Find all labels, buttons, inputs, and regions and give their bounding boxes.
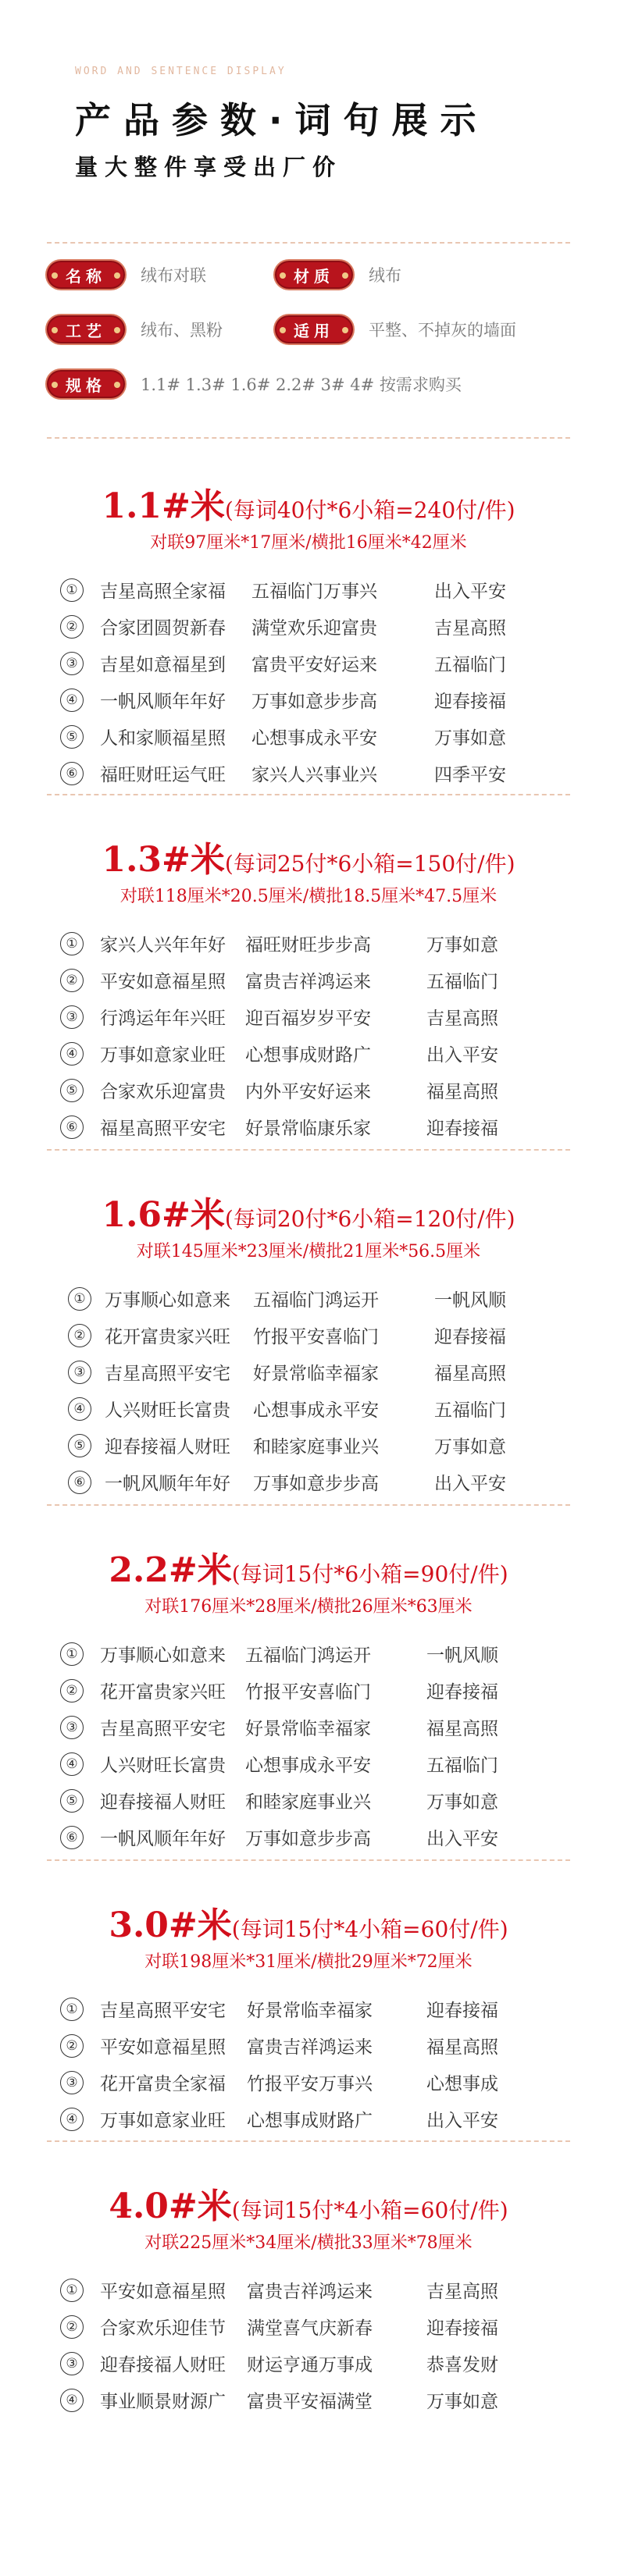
couplet-row [0,1784,617,1821]
row-number: ④ [68,1397,91,1421]
couplet-row [0,2103,617,2140]
row-number: ② [60,2315,84,2339]
row-number: ⑤ [60,725,84,749]
couplet-row [0,1393,617,1429]
horizontal-scroll: 四季平安 [434,765,506,785]
horizontal-scroll: 福星高照 [426,1719,498,1739]
lower-line: 和睦家庭事业兴 [253,1437,379,1457]
size-section [0,831,617,1147]
section-title [0,1187,617,1236]
row-number: ② [60,2034,84,2058]
param-use-value: 平整、不掉灰的墙面 [369,321,516,340]
param-name-tag: 名称 [45,259,127,290]
divider [47,1859,570,1861]
couplet-list [0,1638,617,1858]
divider [47,437,570,439]
lower-line: 五福临门鸿运开 [253,1290,379,1311]
upper-line: 合家欢乐迎富贵 [100,1082,226,1102]
param-craft-tag: 工艺 [45,314,127,345]
row-number: ① [60,1998,84,2021]
lower-line: 心想事成财路广 [247,2111,373,2131]
horizontal-scroll: 吉星高照 [426,2282,498,2302]
lower-line: 富贵平安好运来 [251,655,377,675]
lower-line: 好景常临幸福家 [245,1719,371,1739]
section-pack: (每词25付*6小箱=150付/件) [224,851,515,877]
header-kicker: WORD AND SENTENCE DISPLAY [75,66,287,77]
upper-line: 万事顺心如意来 [100,1646,226,1666]
row-number: ④ [60,2108,84,2131]
row-number: ② [60,615,84,639]
row-number: ① [60,1642,84,1666]
horizontal-scroll: 五福临门 [434,655,506,675]
param-use [273,314,516,345]
horizontal-scroll: 一帆风顺 [434,1290,506,1311]
couplet-row [0,1638,617,1674]
row-number: ③ [60,2071,84,2094]
upper-line: 迎春接福人财旺 [105,1437,230,1457]
param-material [273,259,401,290]
param-spec [45,368,462,400]
size-section [0,1897,617,2140]
param-name [45,259,206,290]
upper-line: 花开富贵家兴旺 [100,1682,226,1703]
horizontal-scroll: 恭喜发财 [426,2355,498,2375]
lower-line: 万事如意步步高 [253,1474,379,1494]
upper-line: 一帆风顺年年好 [100,692,226,712]
couplet-list [0,2274,617,2421]
lower-line: 富贵平安福满堂 [247,2392,373,2412]
section-title [0,478,617,528]
horizontal-scroll: 出入平安 [434,1474,506,1494]
lower-line: 竹报平安万事兴 [247,2074,373,2094]
couplet-list [0,1993,617,2140]
upper-line: 万事如意家业旺 [100,2111,226,2131]
couplet-row [0,1821,617,1858]
lower-line: 财运亨通万事成 [247,2355,373,2375]
row-number: ⑥ [60,1115,84,1139]
horizontal-scroll: 万事如意 [426,935,498,955]
couplet-row [0,647,617,684]
param-spec-value: 1.1# 1.3# 1.6# 2.2# 3# 4# 按需求购买 [141,375,462,394]
section-pack: (每词20付*6小箱=120付/件) [224,1206,515,1232]
horizontal-scroll: 迎春接福 [426,2318,498,2339]
size-section [0,478,617,794]
size-section [0,2178,617,2421]
upper-line: 迎春接福人财旺 [100,1792,226,1813]
couplet-list [0,574,617,794]
horizontal-scroll: 心想事成 [426,2074,498,2094]
horizontal-scroll: 迎春接福 [434,692,506,712]
row-number: ③ [68,1361,91,1384]
page-title: 产品参数·词句展示 [75,99,489,141]
row-number: ⑤ [60,1079,84,1102]
lower-line: 满堂欢乐迎富贵 [251,618,377,639]
row-number: ③ [60,1716,84,1739]
section-dimensions: 对联97厘米*17厘米/横批16厘米*42厘米 [150,533,467,553]
divider [47,1504,570,1506]
couplet-row [0,1001,617,1037]
upper-line: 平安如意福星照 [100,2282,226,2302]
upper-line: 行鸿运年年兴旺 [100,1009,226,1029]
lower-line: 心想事成永平安 [251,728,377,749]
horizontal-scroll: 出入平安 [426,1829,498,1849]
couplet-row [0,1429,617,1466]
upper-line: 人和家顺福星照 [100,728,226,749]
row-number: ⑤ [60,1789,84,1813]
section-size: 3.0#米 [109,1905,232,1945]
upper-line: 一帆风顺年年好 [100,1829,226,1849]
upper-line: 家兴人兴年年好 [100,935,226,955]
page-subtitle: 量大整件享受出厂价 [75,154,343,180]
row-number: ② [60,969,84,992]
lower-line: 富贵吉祥鸿运来 [245,972,371,992]
divider [47,1149,570,1151]
param-spec-tag: 规格 [45,368,127,400]
param-row [45,368,576,423]
section-size: 4.0#米 [109,2186,232,2226]
row-number: ③ [60,1005,84,1029]
couplet-row [0,574,617,610]
param-craft [45,314,223,345]
lower-line: 内外平安好运来 [245,1082,371,1102]
couplet-row [0,1674,617,1711]
couplet-row [0,2274,617,2311]
lower-line: 富贵吉祥鸿运来 [247,2037,373,2058]
lower-line: 万事如意步步高 [245,1829,371,1849]
horizontal-scroll: 迎春接福 [426,1682,498,1703]
couplet-row [0,2066,617,2103]
row-number: ⑥ [60,1826,84,1849]
couplet-row [0,1748,617,1784]
row-number: ④ [60,688,84,712]
couplet-row [0,720,617,757]
couplet-row [0,1111,617,1147]
divider [47,794,570,795]
couplet-row [0,964,617,1001]
couplet-row [0,1466,617,1503]
upper-line: 福旺财旺运气旺 [100,765,226,785]
lower-line: 心想事成永平安 [245,1756,371,1776]
horizontal-scroll: 出入平安 [426,2111,498,2131]
lower-line: 五福临门万事兴 [251,582,377,602]
horizontal-scroll: 出入平安 [426,1045,498,1066]
row-number: ④ [60,2389,84,2412]
param-row [45,259,576,314]
horizontal-scroll: 迎春接福 [426,2001,498,2021]
size-section [0,1187,617,1503]
row-number: ⑤ [68,1434,91,1457]
couplet-list [0,927,617,1147]
couplet-row [0,2347,617,2384]
couplet-list [0,1283,617,1503]
section-size: 1.6#米 [102,1195,225,1235]
lower-line: 竹报平安喜临门 [253,1327,379,1347]
param-craft-value: 绒布、黑粉 [141,321,223,340]
upper-line: 万事顺心如意来 [105,1290,230,1311]
upper-line: 合家欢乐迎佳节 [100,2318,226,2339]
upper-line: 吉星高照平安宅 [100,2001,226,2021]
couplet-row [0,1319,617,1356]
horizontal-scroll: 福星高照 [434,1364,506,1384]
horizontal-scroll: 吉星高照 [434,618,506,639]
section-pack: (每词40付*6小箱=240付/件) [224,497,515,523]
upper-line: 福星高照平安宅 [100,1119,226,1139]
lower-line: 迎百福岁岁平安 [245,1009,371,1029]
section-pack: (每词15付*6小箱=90付/件) [231,1561,508,1587]
section-title [0,1897,617,1947]
lower-line: 竹报平安喜临门 [245,1682,371,1703]
horizontal-scroll: 万事如意 [434,1437,506,1457]
horizontal-scroll: 迎春接福 [434,1327,506,1347]
horizontal-scroll: 五福临门 [434,1400,506,1421]
lower-line: 家兴人兴事业兴 [251,765,377,785]
couplet-row [0,927,617,964]
lower-line: 万事如意步步高 [251,692,377,712]
param-material-tag: 材质 [273,259,355,290]
section-dimensions: 对联145厘米*23厘米/横批21厘米*56.5厘米 [136,1242,481,1261]
upper-line: 迎春接福人财旺 [100,2355,226,2375]
upper-line: 人兴财旺长富贵 [105,1400,230,1421]
param-table [45,259,576,423]
param-row [45,314,576,368]
upper-line: 吉星高照全家福 [100,582,226,602]
section-pack: (每词15付*4小箱=60付/件) [231,1916,508,1942]
upper-line: 花开富贵全家福 [100,2074,226,2094]
section-pack: (每词15付*4小箱=60付/件) [231,2197,508,2223]
upper-line: 平安如意福星照 [100,972,226,992]
horizontal-scroll: 一帆风顺 [426,1646,498,1666]
lower-line: 好景常临康乐家 [245,1119,371,1139]
row-number: ① [68,1287,91,1311]
upper-line: 吉星如意福星到 [100,655,226,675]
horizontal-scroll: 万事如意 [434,728,506,749]
section-dimensions: 对联176厘米*28厘米/横批26厘米*63厘米 [144,1597,473,1617]
param-material-value: 绒布 [369,266,401,285]
couplet-row [0,1711,617,1748]
horizontal-scroll: 吉星高照 [426,1009,498,1029]
couplet-row [0,2030,617,2066]
horizontal-scroll: 福星高照 [426,2037,498,2058]
row-number: ② [68,1324,91,1347]
divider [47,2140,570,2142]
horizontal-scroll: 迎春接福 [426,1119,498,1139]
lower-line: 和睦家庭事业兴 [245,1792,371,1813]
row-number: ④ [60,1042,84,1066]
row-number: ③ [60,652,84,675]
section-dimensions: 对联118厘米*20.5厘米/横批18.5厘米*47.5厘米 [119,887,498,906]
param-use-tag: 适用 [273,314,355,345]
section-title [0,831,617,881]
upper-line: 一帆风顺年年好 [105,1474,230,1494]
couplet-row [0,2311,617,2347]
horizontal-scroll: 万事如意 [426,1792,498,1813]
upper-line: 万事如意家业旺 [100,1045,226,1066]
couplet-row [0,684,617,720]
lower-line: 心想事成财路广 [245,1045,371,1066]
section-size: 1.1#米 [102,486,225,526]
couplet-row [0,2384,617,2421]
section-title [0,2178,617,2228]
couplet-row [0,757,617,794]
row-number: ④ [60,1752,84,1776]
couplet-row [0,1356,617,1393]
param-name-value: 绒布对联 [141,266,206,285]
horizontal-scroll: 万事如意 [426,2392,498,2412]
lower-line: 满堂喜气庆新春 [247,2318,373,2339]
header [0,0,617,219]
section-size: 1.3#米 [102,840,225,880]
upper-line: 吉星高照平安宅 [105,1364,230,1384]
lower-line: 心想事成永平安 [253,1400,379,1421]
horizontal-scroll: 五福临门 [426,972,498,992]
upper-line: 吉星高照平安宅 [100,1719,226,1739]
lower-line: 五福临门鸿运开 [245,1646,371,1666]
row-number: ① [60,2279,84,2302]
lower-line: 福旺财旺步步高 [245,935,371,955]
row-number: ⑥ [68,1471,91,1494]
upper-line: 平安如意福星照 [100,2037,226,2058]
section-dimensions: 对联225厘米*34厘米/横批33厘米*78厘米 [144,2233,473,2253]
couplet-row [0,1283,617,1319]
horizontal-scroll: 福星高照 [426,1082,498,1102]
row-number: ① [60,932,84,955]
couplet-row [0,1993,617,2030]
horizontal-scroll: 五福临门 [426,1756,498,1776]
section-size: 2.2#米 [109,1550,232,1590]
horizontal-scroll: 出入平安 [434,582,506,602]
lower-line: 好景常临幸福家 [247,2001,373,2021]
row-number: ⑥ [60,762,84,785]
size-section [0,1542,617,1858]
upper-line: 合家团圆贺新春 [100,618,226,639]
upper-line: 人兴财旺长富贵 [100,1756,226,1776]
couplet-row [0,1074,617,1111]
row-number: ② [60,1679,84,1703]
row-number: ① [60,578,84,602]
section-dimensions: 对联198厘米*31厘米/横批29厘米*72厘米 [144,1952,473,1972]
upper-line: 花开富贵家兴旺 [105,1327,230,1347]
lower-line: 好景常临幸福家 [253,1364,379,1384]
section-title [0,1542,617,1592]
divider [47,242,570,244]
couplet-row [0,1037,617,1074]
couplet-row [0,610,617,647]
upper-line: 事业顺景财源广 [100,2392,226,2412]
row-number: ③ [60,2352,84,2375]
lower-line: 富贵吉祥鸿运来 [247,2282,373,2302]
